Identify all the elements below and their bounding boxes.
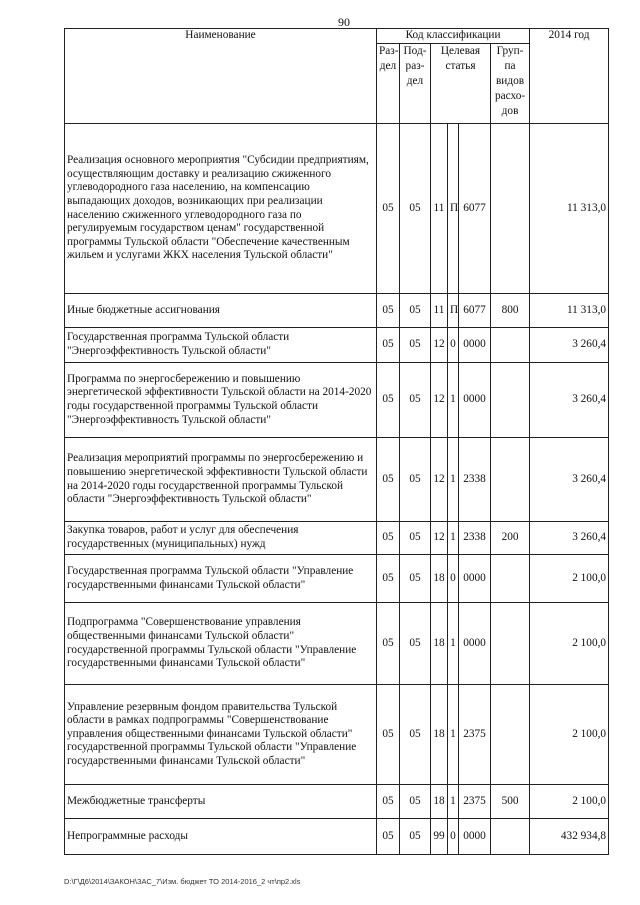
row-name: Государственная программа Тульской области "Энергоэффективность Тульской области"	[65, 328, 377, 363]
row-target-program: 11	[431, 294, 448, 328]
row-razdel: 05	[377, 363, 400, 438]
row-expense-type	[491, 819, 530, 855]
row-target-subprogram: П	[448, 124, 459, 294]
row-target-program: 12	[431, 328, 448, 363]
header-name: Наименование	[65, 29, 377, 124]
table-row	[65, 785, 609, 819]
row-target-subprogram: 1	[448, 685, 459, 785]
row-amount: 432 934,8	[530, 819, 609, 855]
budget-table	[64, 28, 609, 855]
row-podrazdel: 05	[400, 555, 431, 603]
row-amount: 2 100,0	[530, 555, 609, 603]
row-expense-type	[491, 328, 530, 363]
row-podrazdel: 05	[400, 363, 431, 438]
row-name: Реализация мероприятий программы по энергосбережению и повышению энергетической эффективности Тульской области на 2014-2020 годы государственной программы Тульской области "Энергоэффективность Тульской области"	[65, 438, 377, 522]
row-name: Иные бюджетные ассигнования	[65, 294, 377, 328]
file-path-footer: D:\Г\Д6\2014\ЗАКОН\ЗАС_7\Изм. бюджет ТО 2014-2016_2 чт\пр2.xls	[64, 877, 301, 886]
row-expense-type	[491, 438, 530, 522]
row-name: Непрограммные расходы	[65, 819, 377, 855]
header-expense-group: Груп- па видов расхо- дов	[491, 44, 530, 124]
row-target-program: 12	[431, 363, 448, 438]
row-podrazdel: 05	[400, 685, 431, 785]
header-year: 2014 год	[530, 29, 609, 124]
row-target-program: 18	[431, 603, 448, 685]
header-target-article: Целевая статья	[431, 44, 491, 124]
table-row	[65, 522, 609, 555]
row-target-subprogram: 1	[448, 363, 459, 438]
row-target-direction: 0000	[459, 328, 491, 363]
row-podrazdel: 05	[400, 328, 431, 363]
row-razdel: 05	[377, 124, 400, 294]
row-razdel: 05	[377, 603, 400, 685]
row-razdel: 05	[377, 438, 400, 522]
row-target-direction: 0000	[459, 555, 491, 603]
row-target-subprogram: П	[448, 294, 459, 328]
row-target-direction: 6077	[459, 124, 491, 294]
row-podrazdel: 05	[400, 819, 431, 855]
row-target-program: 11	[431, 124, 448, 294]
table-row	[65, 603, 609, 685]
row-target-program: 12	[431, 522, 448, 555]
row-target-direction: 0000	[459, 363, 491, 438]
row-expense-type: 800	[491, 294, 530, 328]
row-name: Закупка товаров, работ и услуг для обеспечения государственных (муниципальных) нужд	[65, 522, 377, 555]
row-name: Управление резервным фондом правительства Тульской области в рамках подпрограммы "Совершенствование управления общественными финансами Тульской области" государственной программы Тульской области "Управление государственными финансами Тульской области"	[65, 685, 377, 785]
row-amount: 11 313,0	[530, 294, 609, 328]
table-row	[65, 294, 609, 328]
row-target-direction: 2375	[459, 785, 491, 819]
row-name: Программа по энергосбережению и повышению энергетической эффективности Тульской области на 2014-2020 годы государственной программы Тульской области "Энергоэффективность Тульской области"	[65, 363, 377, 438]
row-razdel: 05	[377, 785, 400, 819]
row-podrazdel: 05	[400, 294, 431, 328]
row-podrazdel: 05	[400, 438, 431, 522]
row-target-subprogram: 1	[448, 438, 459, 522]
row-razdel: 05	[377, 685, 400, 785]
header-section: Раз- дел	[377, 44, 400, 124]
row-podrazdel: 05	[400, 522, 431, 555]
row-podrazdel: 05	[400, 603, 431, 685]
row-expense-type	[491, 363, 530, 438]
row-expense-type	[491, 555, 530, 603]
row-amount: 3 260,4	[530, 328, 609, 363]
row-podrazdel: 05	[400, 785, 431, 819]
row-amount: 2 100,0	[530, 685, 609, 785]
row-amount: 2 100,0	[530, 785, 609, 819]
row-target-direction: 2338	[459, 522, 491, 555]
row-target-program: 18	[431, 555, 448, 603]
row-target-direction: 6077	[459, 294, 491, 328]
table-row	[65, 555, 609, 603]
row-razdel: 05	[377, 328, 400, 363]
row-amount: 3 260,4	[530, 363, 609, 438]
row-target-subprogram: 1	[448, 522, 459, 555]
row-target-direction: 0000	[459, 603, 491, 685]
row-target-program: 12	[431, 438, 448, 522]
row-target-subprogram: 0	[448, 555, 459, 603]
row-target-subprogram: 0	[448, 328, 459, 363]
row-name: Межбюджетные трансферты	[65, 785, 377, 819]
row-target-program: 18	[431, 785, 448, 819]
page-number: 90	[338, 15, 350, 29]
table-row	[65, 438, 609, 522]
table-row	[65, 124, 609, 294]
row-amount: 11 313,0	[530, 124, 609, 294]
row-razdel: 05	[377, 819, 400, 855]
row-target-subprogram: 1	[448, 785, 459, 819]
row-razdel: 05	[377, 555, 400, 603]
row-amount: 3 260,4	[530, 438, 609, 522]
row-expense-type: 500	[491, 785, 530, 819]
row-target-program: 99	[431, 819, 448, 855]
row-target-direction: 0000	[459, 819, 491, 855]
row-expense-type	[491, 685, 530, 785]
row-target-direction: 2338	[459, 438, 491, 522]
table-row	[65, 819, 609, 855]
row-target-subprogram: 1	[448, 603, 459, 685]
row-razdel: 05	[377, 294, 400, 328]
table-row	[65, 363, 609, 438]
row-podrazdel: 05	[400, 124, 431, 294]
row-name: Государственная программа Тульской области "Управление государственными финансами Тульской области"	[65, 555, 377, 603]
row-name: Реализация основного мероприятия "Субсидии предприятиям, осуществляющим доставку и реализацию сжиженного углеводородного газа населению, на компенсацию выпадающих доходов, возникающих при реализации населению сжиженного углеводородного газа по регулируемым государством ценам" государственной программы Тульской области "Обеспечение качественным жильем и услугами ЖКХ населения Тульской области"	[65, 124, 377, 294]
row-target-program: 18	[431, 685, 448, 785]
row-expense-type	[491, 124, 530, 294]
table-row	[65, 685, 609, 785]
row-amount: 3 260,4	[530, 522, 609, 555]
row-razdel: 05	[377, 522, 400, 555]
row-name: Подпрограмма "Совершенствование управления общественными финансами Тульской области" государственной программы Тульской области "Управление государственными финансами Тульской области"	[65, 603, 377, 685]
header-subsection: Под- раз- дел	[400, 44, 431, 124]
table-row	[65, 328, 609, 363]
row-target-subprogram: 0	[448, 819, 459, 855]
row-target-direction: 2375	[459, 685, 491, 785]
row-expense-type	[491, 603, 530, 685]
row-amount: 2 100,0	[530, 603, 609, 685]
row-expense-type: 200	[491, 522, 530, 555]
header-classification-code: Код классификации	[377, 29, 530, 44]
